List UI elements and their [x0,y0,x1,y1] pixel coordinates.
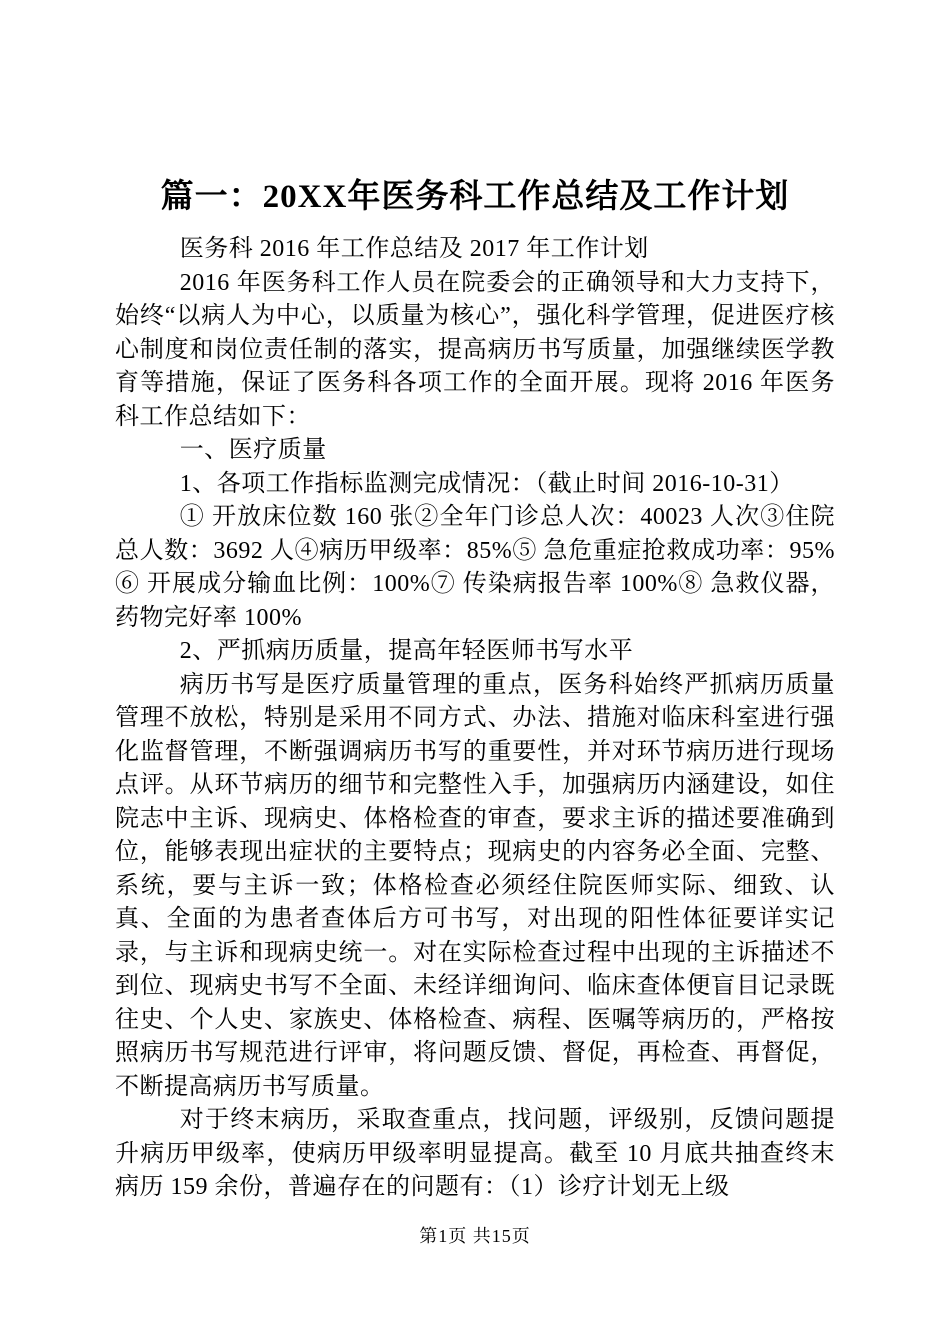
page-number-footer: 第1页 共15页 [419,1226,531,1246]
paragraph: 病历书写是医疗质量管理的重点，医务科始终严抓病历质量管理不放松，特别是采用不同方式、办法、措施对临床科室进行强化监督管理，不断强调病历书写的重要性，并对环节病历进行现场点评。从环节病历的细节和完整性入手，加强病历内涵建设，如住院志中主诉、现病史、体格检查的审查，要求主诉的描述要准确到位，能够表现出症状的主要特点；现病史的内容务必全面、完整、系统，要与主诉一致；体格检查必须经住院医师实际、细致、认真、全面的为患者查体后方可书写，对出现的阳性体征要详实记录，与主诉和现病史统一。对在实际检查过程中出现的主诉描述不到位、现病史书写不全面、未经详细询问、临床查体便盲目记录既往史、个人史、家族史、体格检查、病程、医嘱等病历的，严格按照病历书写规范进行评审，将问题反馈、督促，再检查、再督促，不断提高病历书写质量。 [115,671,835,1100]
paragraph-section-heading: 一、医疗质量 [179,437,327,463]
paragraph: 医务科 2016 年工作总结及 2017 年工作计划 [179,236,649,262]
paragraph-statistics: ① 开放床位数 160 张②全年门诊总人次：40023 人次③住院总人数：3692 人④病历甲级率：85%⑤ 急危重症抢救成功率：95%⑥ 开展成分输血比例：100%⑦ 传染病报告率 100%⑧ 急救仪器，药物完好率 100% [115,504,835,631]
paragraph: 对于终末病历，采取查重点，找问题，评级别，反馈问题提升病历甲级率，使病历甲级率明显提高。截至 10 月底共抽查终末病历 159 余份，普遍存在的问题有：（1）诊疗计划无上级 [115,1107,835,1200]
paragraph: 2016 年医务科工作人员在院委会的正确领导和大力支持下，始终“以病人为中心，以质量为核心”，强化科学管理，促进医疗核心制度和岗位责任制的落实，提高病历书写质量，加强继续医学教育等措施，保证了医务科各项工作的全面开展。现将 2016 年医务科工作总结如下： [115,269,835,430]
paragraph-list-item: 2、严抓病历质量，提高年轻医师书写水平 [179,638,634,664]
document-title: 篇一：20XX年医务科工作总结及工作计划 [160,179,790,215]
paragraph-list-item: 1、各项工作指标监测完成情况：（截止时间 2016-10-31） [179,470,794,497]
